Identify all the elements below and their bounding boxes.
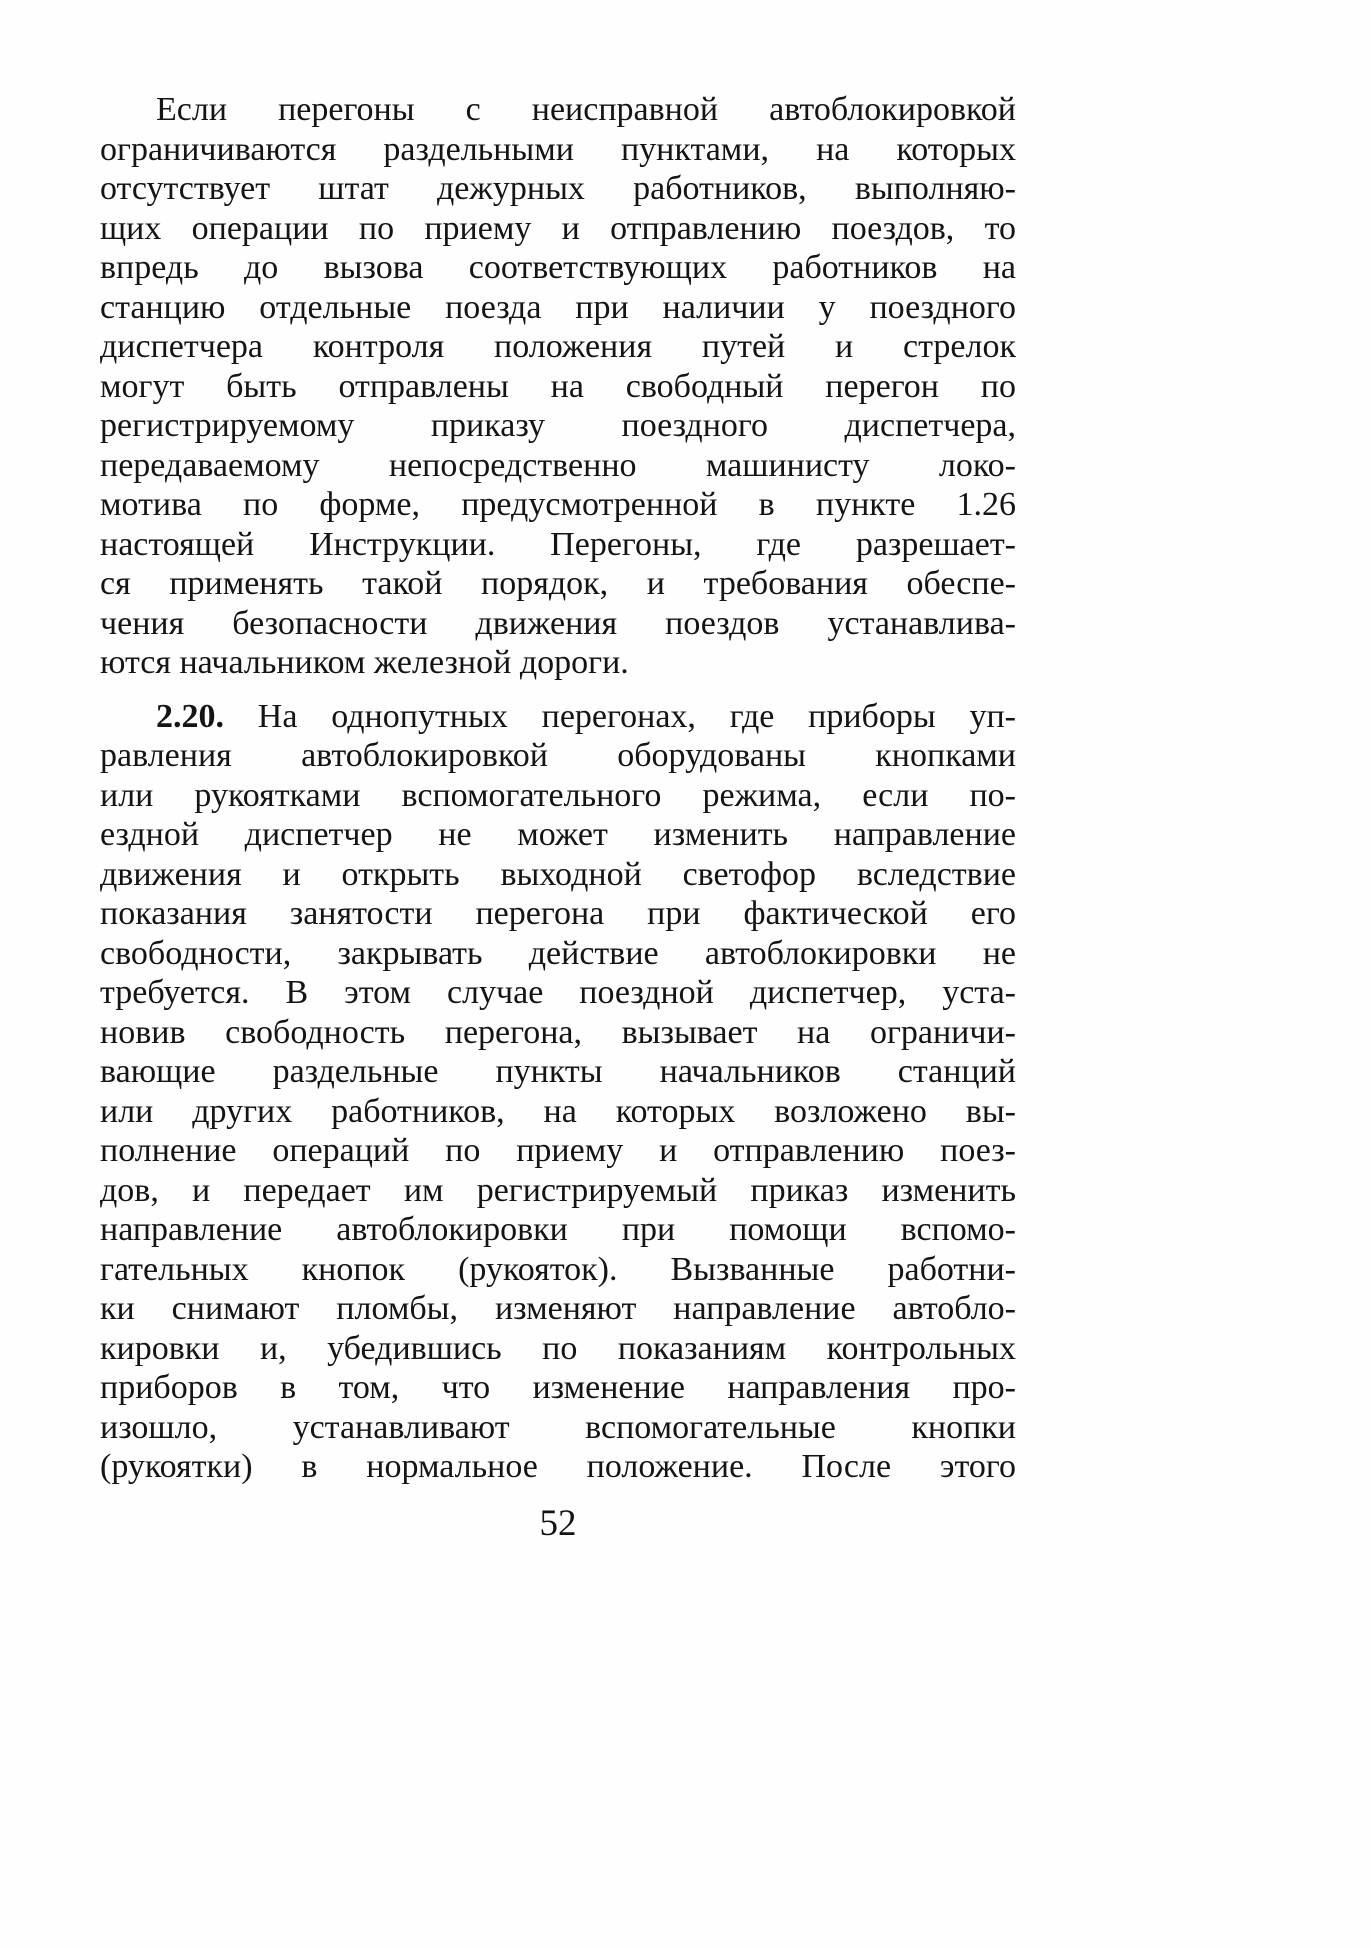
section-number: 2.20. (156, 697, 224, 735)
text-line: гательных кнопок (рукояток). Вызванные работни- (100, 1250, 1016, 1288)
text-line: ездной диспетчер не может изменить направление (100, 816, 1016, 853)
text-line: регистрируемому приказу поездного диспетчера, (100, 407, 1016, 444)
text-line: 2.20. На однопутных перегонах, где приборы уп- (156, 697, 1016, 735)
text-line: требуется. В этом случае поездной диспетчер, уста- (100, 974, 1016, 1011)
text-line: ограничиваются раздельными пунктами, на которых (100, 130, 1016, 168)
paragraphs (100, 90, 1016, 1487)
text-line: станцию отдельные поезда при наличии у поездного (100, 288, 1016, 326)
page-number: 52 (539, 1502, 577, 1544)
text-line: движения и открыть выходной светофор вследствие (100, 855, 1016, 893)
text-line: мотива по форме, предусмотренной в пункте 1.26 (100, 486, 1016, 523)
text-line: дов, и передает им регистрируемый приказ изменить (100, 1171, 1016, 1209)
text-line: чения безопасности движения поездов устанавлива- (100, 604, 1016, 642)
text-line: настоящей Инструкции. Перегоны, где разрешает- (100, 525, 1016, 563)
text-line: новив свободность перегона, вызывает на ограничи- (100, 1013, 1016, 1051)
text-line: могут быть отправлены на свободный перегон по (100, 367, 1016, 405)
text-line: изошло, устанавливают вспомогательные кнопки (100, 1408, 1016, 1446)
text-line: Если перегоны с неисправной автоблокировкой (156, 91, 1016, 128)
text-line: диспетчера контроля положения путей и стрелок (100, 328, 1016, 365)
text-line: (рукоятки) в нормальное положение. После этого (100, 1448, 1016, 1485)
text-line: ся применять такой порядок, и требования обеспе- (100, 565, 1016, 602)
paragraph (100, 697, 1016, 1487)
text-line: кировки и, убедившись по показаниям контрольных (100, 1329, 1016, 1367)
paragraph (100, 90, 1016, 683)
text-line: отсутствует штат дежурных работников, выполняю- (100, 170, 1016, 207)
text-line: передаваемому непосредственно машинисту локо- (100, 446, 1016, 484)
text-line: ются начальником железной дороги. (100, 644, 629, 681)
text-line: или других работников, на которых возложено вы- (100, 1092, 1016, 1130)
text-line: показания занятости перегона при фактической его (100, 895, 1016, 932)
text-line: ки снимают пломбы, изменяют направление автобло- (100, 1290, 1016, 1327)
text-line: впредь до вызова соответствующих работников на (100, 249, 1016, 286)
text-line: свободности, закрывать действие автоблокировки не (100, 934, 1016, 972)
text-line: щих операции по приему и отправлению поездов, то (100, 209, 1016, 247)
text-line: направление автоблокировки при помощи вспомо- (100, 1211, 1016, 1248)
text-line: равления автоблокировкой оборудованы кнопками (100, 737, 1016, 774)
text-line: полнение операций по приему и отправлению поез- (100, 1132, 1016, 1169)
text-line: вающие раздельные пункты начальников станций (100, 1053, 1016, 1090)
page-body (100, 90, 1016, 1545)
text-line: или рукоятками вспомогательного режима, если по- (100, 776, 1016, 814)
text-line: приборов в том, что изменение направления про- (100, 1369, 1016, 1406)
